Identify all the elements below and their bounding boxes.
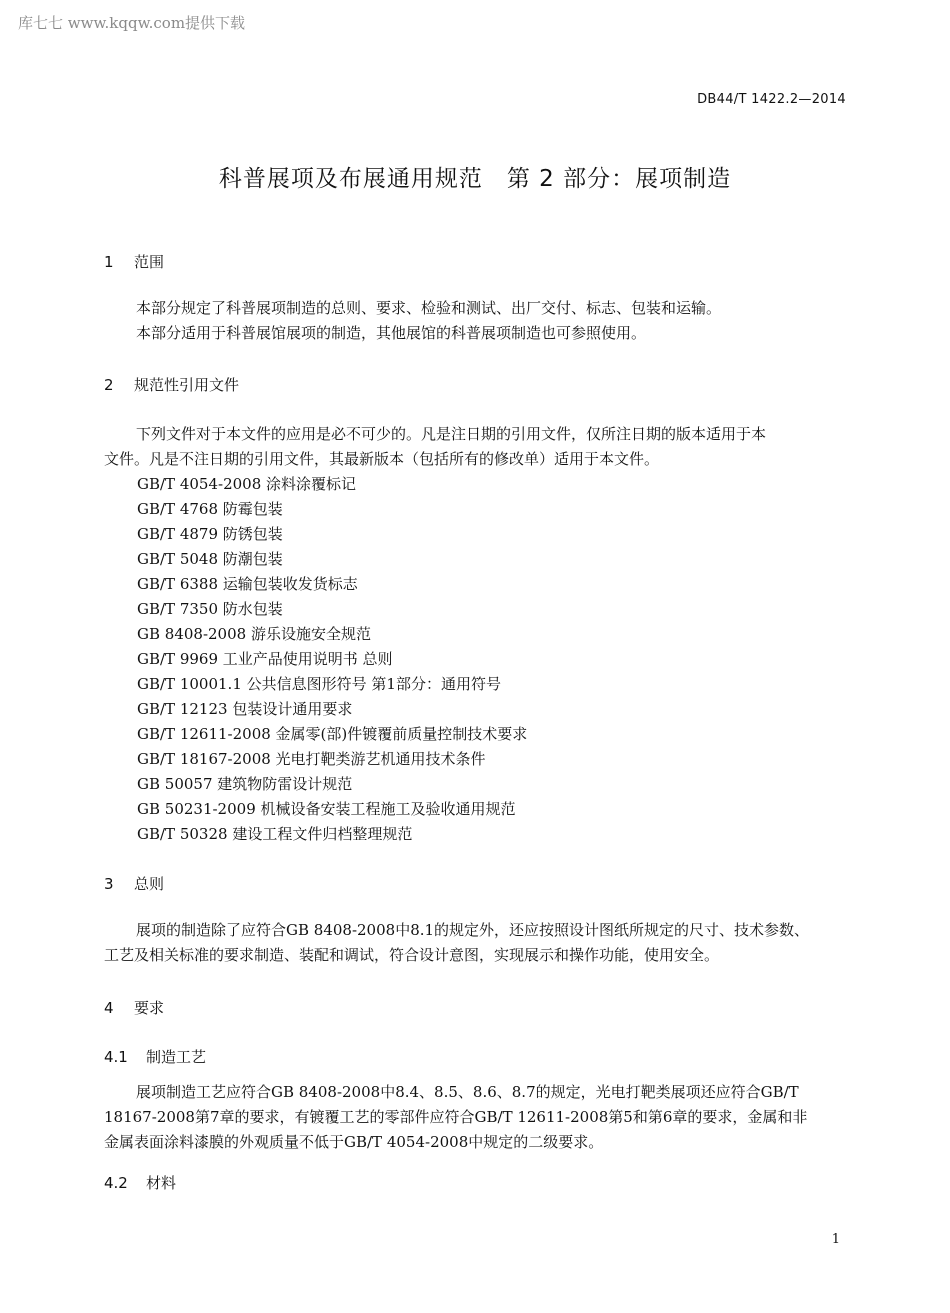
reference-item: GB 8408-2008 游乐设施安全规范 bbox=[137, 625, 371, 643]
section-4-1-body bbox=[104, 1080, 849, 1155]
page-number: 1 bbox=[831, 1232, 840, 1247]
section-number: 4 bbox=[104, 999, 114, 1017]
paragraph-line: 本部分适用于科普展馆展项的制造，其他展馆的科普展项制造也可参照使用。 bbox=[136, 324, 647, 342]
document-number: DB44/T 1422.2—2014 bbox=[697, 92, 846, 107]
reference-item: GB/T 5048 防潮包装 bbox=[137, 550, 283, 568]
section-2-intro bbox=[104, 422, 849, 472]
section-1-body bbox=[104, 296, 849, 346]
section-title: 总则 bbox=[134, 875, 165, 893]
section-2-heading bbox=[104, 374, 239, 395]
paragraph-line: 工艺及相关标准的要求制造、装配和调试，符合设计意图，实现展示和操作功能，使用安全。 bbox=[104, 946, 720, 964]
section-3-heading bbox=[104, 873, 164, 894]
section-number: 4.2 bbox=[104, 1174, 128, 1192]
paragraph-line: 18167-2008第7章的要求，有镀覆工艺的零部件应符合GB/T 12611-2008第5和第6章的要求，金属和非 bbox=[104, 1108, 808, 1126]
section-number: 4.1 bbox=[104, 1048, 128, 1066]
section-title: 规范性引用文件 bbox=[134, 376, 240, 394]
section-number: 2 bbox=[104, 376, 114, 394]
reference-item: GB/T 4768 防霉包装 bbox=[137, 500, 283, 518]
reference-item: GB/T 10001.1 公共信息图形符号 第1部分：通用符号 bbox=[137, 675, 501, 693]
paragraph-line: 本部分规定了科普展项制造的总则、要求、检验和测试、出厂交付、标志、包装和运输。 bbox=[136, 299, 722, 317]
page-title: 科普展项及布展通用规范 第 2 部分：展项制造 bbox=[218, 166, 732, 192]
section-title: 范围 bbox=[134, 253, 165, 271]
section-4-1-heading bbox=[104, 1046, 206, 1067]
paragraph-line: 展项制造工艺应符合GB 8408-2008中8.4、8.5、8.6、8.7的规定，光电打靶类展项还应符合GB/T bbox=[136, 1083, 799, 1101]
reference-item: GB/T 50328 建设工程文件归档整理规范 bbox=[137, 825, 413, 843]
section-title: 材料 bbox=[146, 1174, 177, 1192]
paragraph-line: 文件。凡是不注日期的引用文件，其最新版本（包括所有的修改单）适用于本文件。 bbox=[104, 450, 660, 468]
section-number: 1 bbox=[104, 253, 114, 271]
section-1-heading bbox=[104, 251, 164, 272]
section-title: 要求 bbox=[134, 999, 165, 1017]
reference-item: GB 50231-2009 机械设备安装工程施工及验收通用规范 bbox=[137, 800, 516, 818]
section-4-2-heading bbox=[104, 1172, 176, 1193]
reference-item: GB/T 9969 工业产品使用说明书 总则 bbox=[137, 650, 393, 668]
reference-item: GB 50057 建筑物防雷设计规范 bbox=[137, 775, 353, 793]
section-title: 制造工艺 bbox=[146, 1048, 207, 1066]
watermark-text: 库七七 www.kqqw.com提供下载 bbox=[18, 14, 246, 32]
paragraph-line: 金属表面涂料漆膜的外观质量不低于GB/T 4054-2008中规定的二级要求。 bbox=[104, 1133, 604, 1151]
paragraph-line: 下列文件对于本文件的应用是必不可少的。凡是注日期的引用文件，仅所注日期的版本适用于本 bbox=[136, 425, 767, 443]
reference-item: GB/T 4054-2008 涂料涂覆标记 bbox=[137, 475, 357, 493]
section-number: 3 bbox=[104, 875, 114, 893]
section-4-heading bbox=[104, 997, 164, 1018]
reference-item: GB/T 18167-2008 光电打靶类游艺机通用技术条件 bbox=[137, 750, 486, 768]
section-3-body bbox=[104, 918, 849, 968]
normative-references-list bbox=[137, 472, 527, 847]
reference-item: GB/T 6388 运输包装收发货标志 bbox=[137, 575, 358, 593]
paragraph-line: 展项的制造除了应符合GB 8408-2008中8.1的规定外，还应按照设计图纸所规定的尺寸、技术参数、 bbox=[136, 921, 810, 939]
reference-item: GB/T 12611-2008 金属零(部)件镀覆前质量控制技术要求 bbox=[137, 725, 528, 743]
reference-item: GB/T 12123 包装设计通用要求 bbox=[137, 700, 353, 718]
reference-item: GB/T 4879 防锈包装 bbox=[137, 525, 283, 543]
reference-item: GB/T 7350 防水包装 bbox=[137, 600, 283, 618]
